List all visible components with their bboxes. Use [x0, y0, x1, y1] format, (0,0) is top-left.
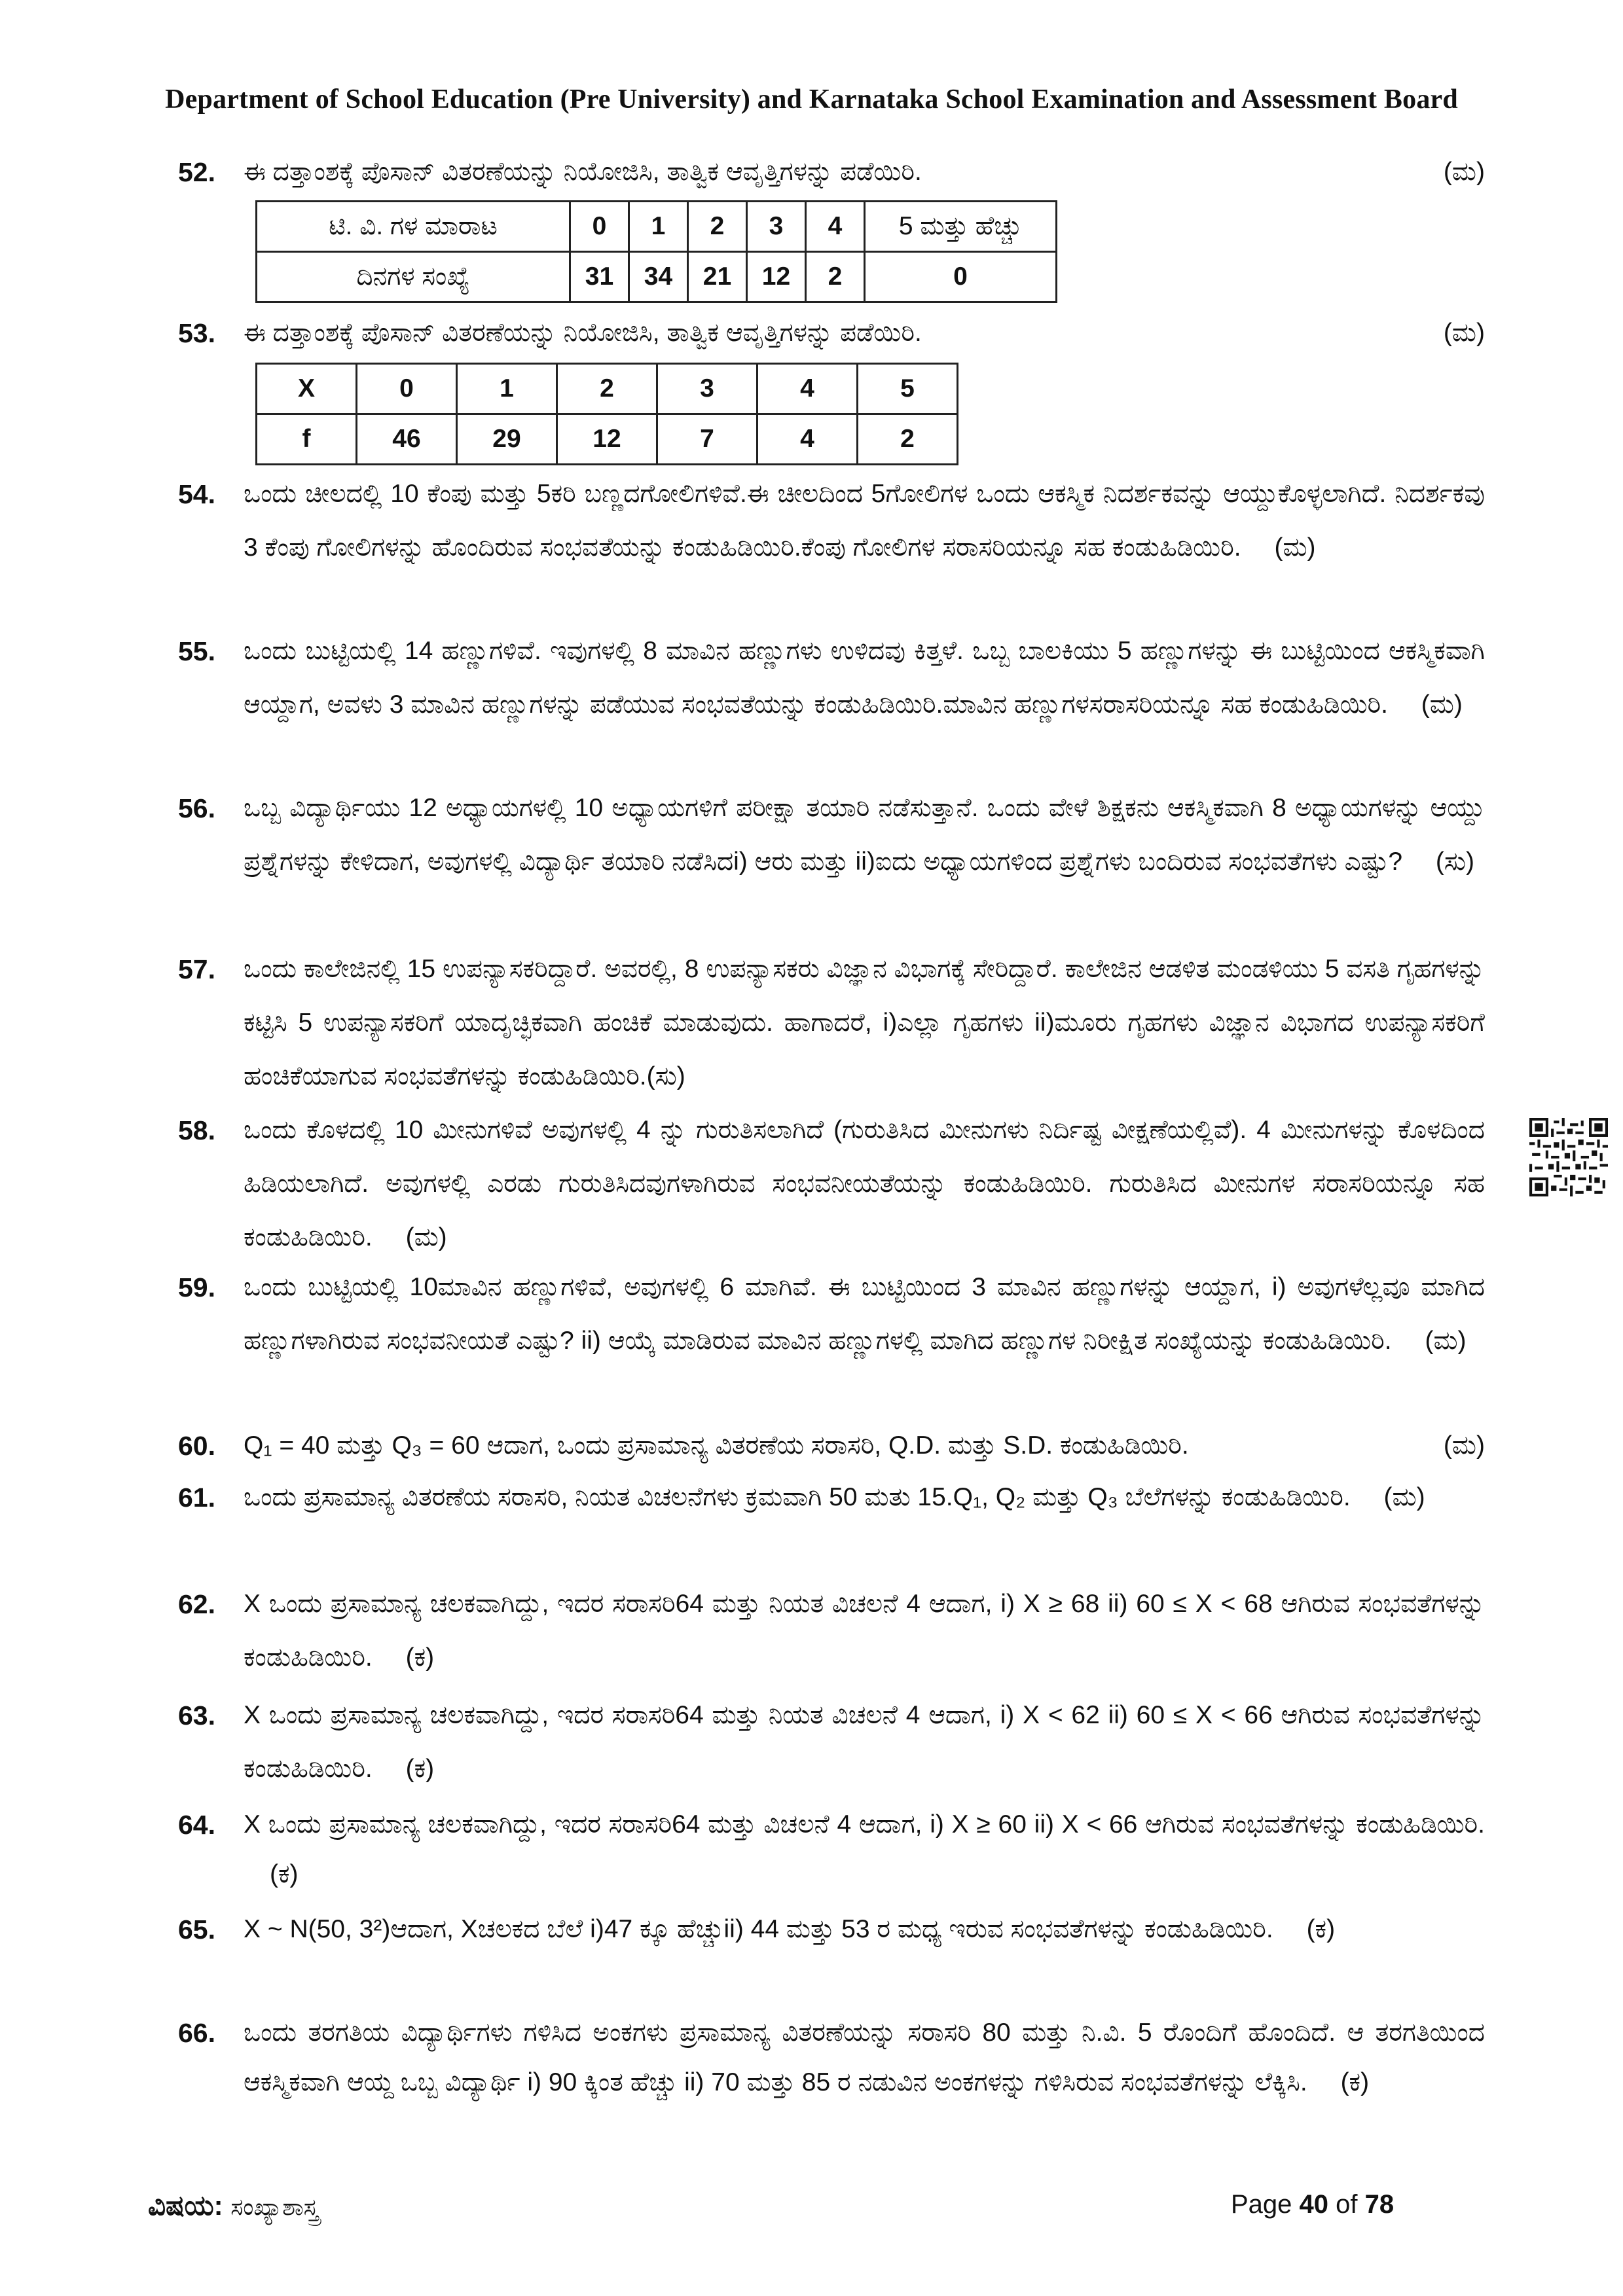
- question-number: 52.: [178, 157, 215, 187]
- table-cell: 2: [806, 252, 865, 302]
- question-61: [178, 1473, 1485, 1522]
- question-text: X ಒಂದು ಪ್ರಸಾಮಾನ್ಯ ಚಲಕವಾಗಿದ್ದು, ಇದರ ಸರಾಸರಿ64 ಮತ್ತು ನಿಯತ ವಿಚಲನೆ 4 ಆದಾಗ, i) X ≥ 68 ii) 60 ≤ X < 68 ಆಗಿರುವ ಸಂಭವತೆಗಳನ್ನು ಕಂಡುಹಿಡಿಯಿರಿ.: [244, 1590, 1485, 1672]
- table-cell: 1: [457, 364, 557, 414]
- difficulty-tag: (ಮ): [1274, 533, 1316, 562]
- table-cell: 2: [557, 364, 657, 414]
- table-cell: 4: [806, 202, 865, 252]
- question-number: 64.: [178, 1810, 215, 1840]
- question-text: ಒಂದು ಬುಟ್ಟಿಯಲ್ಲಿ 10ಮಾವಿನ ಹಣ್ಣುಗಳಿವೆ, ಅವುಗಳಲ್ಲಿ 6 ಮಾಗಿವೆ. ಈ ಬುಟ್ಟಿಯಿಂದ 3 ಮಾವಿನ ಹಣ್ಣುಗಳನ್ನು ಆಯ್ದಾಗ, i) ಅವುಗಳೆಲ್ಲವೂ ಮಾಗಿದ ಹಣ್ಣುಗಳಾಗಿರುವ ಸಂಭವನೀಯತೆ ಎಷ್ಟು? ii) ಆಯ್ಕೆ ಮಾಡಿರುವ ಮಾವಿನ ಹಣ್ಣುಗಳಲ್ಲಿ ಮಾಗಿದ ಹಣ್ಣುಗಳ ನಿರೀಕ್ಷಿತ ಸಂಖ್ಯೆಯನ್ನು ಕಂಡುಹಿಡಿಯಿರಿ.: [244, 1273, 1485, 1355]
- difficulty-tag: (ಮ): [1443, 158, 1485, 186]
- question-57: [178, 942, 1485, 1103]
- subject-label: ವಿಷಯ:: [148, 2190, 223, 2221]
- question-52: [178, 145, 1485, 199]
- table-cell: 46: [357, 414, 457, 465]
- table-cell: 2: [858, 414, 958, 465]
- of-word: of: [1336, 2190, 1358, 2219]
- data-table-53: [255, 363, 958, 465]
- question-text: ಒಬ್ಬ ವಿದ್ಯಾರ್ಥಿಯು 12 ಅಧ್ಯಾಯಗಳಲ್ಲಿ 10 ಅಧ್ಯಾಯಗಳಿಗೆ ಪರೀಕ್ಷಾ ತಯಾರಿ ನಡೆಸುತ್ತಾನೆ. ಒಂದು ವೇಳೆ ಶಿಕ್ಷಕನು ಆಕಸ್ಮಿಕವಾಗಿ 8 ಅಧ್ಯಾಯಗಳನ್ನು ಆಯ್ದು ಪ್ರಶ್ನೆಗಳನ್ನು ಕೇಳಿದಾಗ, ಅವುಗಳಲ್ಲಿ ವಿದ್ಯಾರ್ಥಿ ತಯಾರಿ ನಡೆಸಿದi) ಆರು ಮತ್ತು ii)ಐದು ಅಧ್ಯಾಯಗಳಿಂದ ಪ್ರಶ್ನೆಗಳು ಬಂದಿರುವ ಸಂಭವತೆಗಳು ಎಷ್ಟು?: [244, 794, 1485, 876]
- table-row: [257, 252, 1057, 302]
- table-cell: 0: [570, 202, 629, 252]
- difficulty-tag: (ಮ): [1425, 1327, 1467, 1355]
- difficulty-tag: (ಕ): [270, 1860, 299, 1888]
- question-65: [178, 1905, 1485, 1954]
- question-text: ಒಂದು ಕಾಲೇಜಿನಲ್ಲಿ 15 ಉಪನ್ಯಾಸಕರಿದ್ದಾರೆ. ಅವರಲ್ಲಿ, 8 ಉಪನ್ಯಾಸಕರು ವಿಜ್ಞಾನ ವಿಭಾಗಕ್ಕೆ ಸೇರಿದ್ದಾರೆ. ಕಾಲೇಜಿನ ಆಡಳಿತ ಮಂಡಳಿಯು 5 ವಸತಿ ಗೃಹಗಳನ್ನು ಕಟ್ಟಿಸಿ 5 ಉಪನ್ಯಾಸಕರಿಗೆ ಯಾದೃಚ್ಛಿಕವಾಗಿ ಹಂಚಿಕೆ ಮಾಡುವುದು. ಹಾಗಾದರೆ, i)ಎಲ್ಲಾ ಗೃಹಗಳು ii)ಮೂರು ಗೃಹಗಳು ವಿಜ್ಞಾನ ವಿಭಾಗದ ಉಪನ್ಯಾಸಕರಿಗೆ ಹಂಚಿಕೆಯಾಗುವ ಸಂಭವತೆಗಳನ್ನು ಕಂಡುಹಿಡಿಯಿರಿ.(ಸು): [244, 955, 1485, 1090]
- page-header: Department of School Education (Pre University) and Karnataka School Examination and Assessment Board: [165, 84, 1458, 115]
- table-cell: 5: [858, 364, 958, 414]
- difficulty-tag: (ಕ): [405, 1643, 435, 1672]
- table-cell: X: [257, 364, 357, 414]
- table-cell: ದಿನಗಳ ಸಂಖ್ಯೆ: [257, 252, 570, 302]
- question-text: ಒಂದು ಬುಟ್ಟಿಯಲ್ಲಿ 14 ಹಣ್ಣುಗಳಿವೆ. ಇವುಗಳಲ್ಲಿ 8 ಮಾವಿನ ಹಣ್ಣುಗಳು ಉಳಿದವು ಕಿತ್ತಳೆ. ಒಬ್ಬ ಬಾಲಕಿಯು 5 ಹಣ್ಣುಗಳನ್ನು ಈ ಬುಟ್ಟಿಯಿಂದ ಆಕಸ್ಮಿಕವಾಗಿ ಆಯ್ದಾಗ, ಅವಳು 3 ಮಾವಿನ ಹಣ್ಣುಗಳನ್ನು ಪಡೆಯುವ ಸಂಭವತೆಯನ್ನು ಕಂಡುಹಿಡಿಯಿರಿ.ಮಾವಿನ ಹಣ್ಣುಗಳಸರಾಸರಿಯನ್ನೂ ಸಹ ಕಂಡುಹಿಡಿಯಿರಿ.: [244, 637, 1485, 719]
- difficulty-tag: (ಕ): [405, 1755, 435, 1783]
- table-cell: 29: [457, 414, 557, 465]
- difficulty-tag: (ಮ): [1443, 319, 1485, 347]
- question-64: [178, 1800, 1485, 1899]
- difficulty-tag: (ಮ): [1443, 1431, 1485, 1460]
- question-55: [178, 624, 1485, 732]
- page-current: 40: [1299, 2190, 1329, 2219]
- table-row: [257, 364, 958, 414]
- question-number: 65.: [178, 1914, 215, 1945]
- question-number: 66.: [178, 2018, 215, 2048]
- table-cell: 31: [570, 252, 629, 302]
- question-60: [178, 1419, 1485, 1473]
- table-row: [257, 414, 958, 465]
- question-58: [178, 1103, 1485, 1265]
- question-62: [178, 1577, 1485, 1685]
- qr-code-icon: [1529, 1118, 1608, 1196]
- question-number: 55.: [178, 636, 215, 666]
- table-row: [257, 202, 1057, 252]
- question-59: [178, 1261, 1485, 1368]
- question-number: 61.: [178, 1482, 215, 1513]
- table-cell: 4: [757, 364, 858, 414]
- question-number: 58.: [178, 1115, 215, 1145]
- table-cell: 0: [357, 364, 457, 414]
- difficulty-tag: (ಮ): [1421, 691, 1463, 719]
- table-cell: f: [257, 414, 357, 465]
- question-number: 53.: [178, 318, 215, 348]
- question-text: ಒಂದು ತರಗತಿಯ ವಿದ್ಯಾರ್ಥಿಗಳು ಗಳಿಸಿದ ಅಂಕಗಳು ಪ್ರಸಾಮಾನ್ಯ ವಿತರಣೆಯನ್ನು ಸರಾಸರಿ 80 ಮತ್ತು ನಿ.ವಿ. 5 ರೊಂದಿಗೆ ಹೊಂದಿದೆ. ಆ ತರಗತಿಯಿಂದ ಆಕಸ್ಮಿಕವಾಗಿ ಆಯ್ದ ಒಬ್ಬ ವಿದ್ಯಾರ್ಥಿ i) 90 ಕ್ಕಿಂತ ಹೆಚ್ಚು ii) 70 ಮತ್ತು 85 ರ ನಡುವಿನ ಅಂಕಗಳನ್ನು ಗಳಿಸಿರುವ ಸಂಭವತೆಗಳನ್ನು ಲೆಕ್ಕಿಸಿ.: [244, 2018, 1485, 2096]
- table-cell: 3: [657, 364, 757, 414]
- question-number: 63.: [178, 1700, 215, 1731]
- page-word: Page: [1231, 2190, 1292, 2219]
- data-table-52: [255, 200, 1057, 303]
- table-cell: 34: [629, 252, 688, 302]
- table-cell: 21: [688, 252, 747, 302]
- table-cell: 0: [865, 252, 1057, 302]
- difficulty-tag: (ಕ): [1306, 1915, 1336, 1943]
- table-cell: ಟಿ. ವಿ. ಗಳ ಮಾರಾಟ: [257, 202, 570, 252]
- table-cell: 7: [657, 414, 757, 465]
- question-number: 60.: [178, 1431, 215, 1461]
- question-56: [178, 781, 1485, 889]
- question-text: Q₁ = 40 ಮತ್ತು Q₃ = 60 ಆದಾಗ, ಒಂದು ಪ್ರಸಾಮಾನ್ಯ ವಿತರಣೆಯ ಸರಾಸರಿ, Q.D. ಮತ್ತು S.D. ಕಂಡುಹಿಡಿಯಿರಿ.: [244, 1431, 1189, 1460]
- table-cell: 12: [747, 252, 806, 302]
- question-text: ಒಂದು ಕೊಳದಲ್ಲಿ 10 ಮೀನುಗಳಿವೆ ಅವುಗಳಲ್ಲಿ 4 ನ್ನು ಗುರುತಿಸಲಾಗಿದೆ (ಗುರುತಿಸಿದ ಮೀನುಗಳು ನಿರ್ದಿಷ್ಟ ವೀಕ್ಷಣೆಯಲ್ಲಿವೆ). 4 ಮೀನುಗಳನ್ನು ಕೊಳದಿಂದ ಹಿಡಿಯಲಾಗಿದೆ. ಅವುಗಳಲ್ಲಿ ಎರಡು ಗುರುತಿಸಿದವುಗಳಾಗಿರುವ ಸಂಭವನೀಯತೆಯನ್ನು ಕಂಡುಹಿಡಿಯಿರಿ. ಗುರುತಿಸಿದ ಮೀನುಗಳ ಸರಾಸರಿಯನ್ನೂ ಸಹ ಕಂಡುಹಿಡಿಯಿರಿ.: [244, 1116, 1485, 1251]
- page-number: [1231, 2190, 1394, 2219]
- question-text: ಈ ದತ್ತಾಂಶಕ್ಕೆ ಪೊಸಾನ್ ವಿತರಣೆಯನ್ನು ನಿಯೋಜಿಸಿ, ತಾತ್ವಿಕ ಆವೃತ್ತಿಗಳನ್ನು ಪಡೆಯಿರಿ.: [244, 319, 922, 347]
- table-cell: 3: [747, 202, 806, 252]
- subject-name: ಸಂಖ್ಯಾಶಾಸ್ತ್ರ: [230, 2193, 319, 2220]
- table-cell: 2: [688, 202, 747, 252]
- difficulty-tag: (ಮ): [405, 1223, 447, 1251]
- question-number: 62.: [178, 1589, 215, 1619]
- table-cell: 5 ಮತ್ತು ಹೆಚ್ಚು: [865, 202, 1057, 252]
- question-text: X ಒಂದು ಪ್ರಸಾಮಾನ್ಯ ಚಲಕವಾಗಿದ್ದು, ಇದರ ಸರಾಸರಿ64 ಮತ್ತು ವಿಚಲನೆ 4 ಆದಾಗ, i) X ≥ 60 ii) X < 66 ಆಗಿರುವ ಸಂಭವತೆಗಳನ್ನು ಕಂಡುಹಿಡಿಯಿರಿ.: [244, 1810, 1485, 1839]
- question-number: 59.: [178, 1272, 215, 1302]
- table-cell: 1: [629, 202, 688, 252]
- difficulty-tag: (ಸು): [1435, 848, 1475, 876]
- question-54: [178, 467, 1485, 575]
- page-total: 78: [1364, 2190, 1395, 2219]
- question-text: ಒಂದು ಪ್ರಸಾಮಾನ್ಯ ವಿತರಣೆಯ ಸರಾಸರಿ, ನಿಯತ ವಿಚಲನೆಗಳು ಕ್ರಮವಾಗಿ 50 ಮತು 15.Q₁, Q₂ ಮತ್ತು Q₃ ಬೆಲೆಗಳನ್ನು ಕಂಡುಹಿಡಿಯಿರಿ.: [244, 1483, 1351, 1511]
- question-text: ಈ ದತ್ತಾಂಶಕ್ಕೆ ಪೊಸಾನ್ ವಿತರಣೆಯನ್ನು ನಿಯೋಜಿಸಿ, ತಾತ್ವಿಕ ಆವೃತ್ತಿಗಳನ್ನು ಪಡೆಯಿರಿ.: [244, 158, 922, 186]
- question-number: 56.: [178, 793, 215, 823]
- question-number: 57.: [178, 954, 215, 984]
- question-63: [178, 1689, 1485, 1796]
- question-text: X ~ N(50, 3²)ಆದಾಗ, Xಚಲಕದ ಬೆಲೆ i)47 ಕ್ಕೂ ಹೆಚ್ಚುii) 44 ಮತ್ತು 53 ರ ಮಧ್ಯ ಇರುವ ಸಂಭವತೆಗಳನ್ನು ಕಂಡುಹಿಡಿಯಿರಿ.: [244, 1915, 1273, 1943]
- question-text: X ಒಂದು ಪ್ರಸಾಮಾನ್ಯ ಚಲಕವಾಗಿದ್ದು, ಇದರ ಸರಾಸರಿ64 ಮತ್ತು ನಿಯತ ವಿಚಲನೆ 4 ಆದಾಗ, i) X < 62 ii) 60 ≤ X < 66 ಆಗಿರುವ ಸಂಭವತೆಗಳನ್ನು ಕಂಡುಹಿಡಿಯಿರಿ.: [244, 1701, 1485, 1783]
- question-66: [178, 2008, 1485, 2108]
- footer-subject: [148, 2190, 319, 2222]
- table-cell: 4: [757, 414, 858, 465]
- question-53: [178, 306, 1485, 360]
- question-number: 54.: [178, 479, 215, 509]
- difficulty-tag: (ಮ): [1383, 1483, 1425, 1511]
- table-cell: 12: [557, 414, 657, 465]
- difficulty-tag: (ಕ): [1340, 2068, 1370, 2096]
- question-text: ಒಂದು ಚೀಲದಲ್ಲಿ 10 ಕೆಂಪು ಮತ್ತು 5ಕರಿ ಬಣ್ಣದಗೋಲಿಗಳಿವೆ.ಈ ಚೀಲದಿಂದ 5ಗೋಲಿಗಳ ಒಂದು ಆಕಸ್ಮಿಕ ನಿದರ್ಶಕವನ್ನು ಆಯ್ದುಕೊಳ್ಳಲಾಗಿದೆ. ನಿದರ್ಶಕವು 3 ಕೆಂಪು ಗೋಲಿಗಳನ್ನು ಹೊಂದಿರುವ ಸಂಭವತೆಯನ್ನು ಕಂಡುಹಿಡಿಯಿರಿ.ಕೆಂಪು ಗೋಲಿಗಳ ಸರಾಸರಿಯನ್ನೂ ಸಹ ಕಂಡುಹಿಡಿಯಿರಿ.: [244, 480, 1485, 562]
